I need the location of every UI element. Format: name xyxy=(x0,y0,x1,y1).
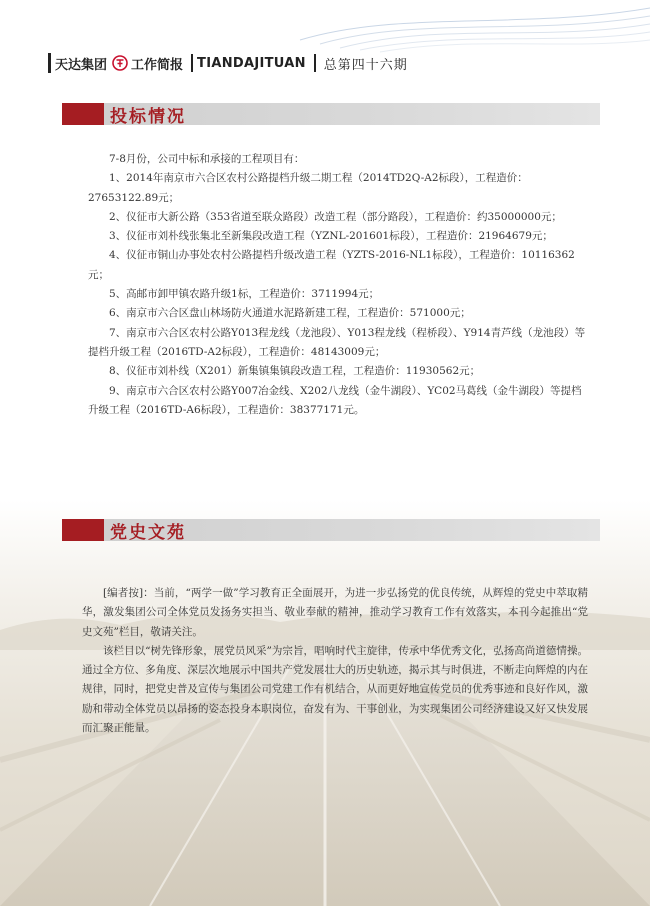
bid-item: 7、南京市六合区农村公路Y013程龙线（龙池段）、Y013程龙线（程桥段）、Y914青芦线（龙池段）等提档升级工程（2016TD-A2标段），工程造价：48143009元； xyxy=(88,326,586,358)
party-history-content xyxy=(82,584,588,738)
section-header-bidding xyxy=(62,103,600,125)
bid-item: 5、高邮市卸甲镇农路升级1标，工程造价：3711994元； xyxy=(109,288,380,301)
header-bar-left xyxy=(48,53,51,73)
section-accent-block xyxy=(62,519,104,541)
section-accent-block xyxy=(62,103,104,125)
company-name: 天达集团 xyxy=(55,57,108,73)
bulletin-name: 工作简报 xyxy=(131,57,184,73)
bid-item: 2、仪征市大新公路（353省道至联众路段）改造工程（部分路段），工程造价：约35000000元； xyxy=(109,210,562,223)
page-header xyxy=(48,52,408,74)
header-separator-2 xyxy=(314,54,316,72)
issue-number: 总第四十六期 xyxy=(323,57,408,73)
bid-item: 4、仪征市铜山办事处农村公路提档升级改造工程（YZTS-2016-NL1标段），工程造价：10116362元； xyxy=(88,249,575,281)
column-intro-paragraph: 该栏目以“树先锋形象，展党员风采”为宗旨，唱响时代主旋律，传承中华优秀文化，弘扬高尚道德情操。通过全方位、多角度、深层次地展示中国共产党发展壮大的历史轨迹，揭示其与时俱进，不断走向辉煌的内在规律，同时，把党史普及宣传与集团公司党建工作有机结合，从而更好地宣传党员的优秀事迹和良好作风，激励和带动全体党员以昂扬的姿态投身本职岗位，奋发有为、干事创业，为实现集团公司经济建设又好又快发展而汇聚正能量。 xyxy=(82,644,588,735)
bidding-content xyxy=(88,150,588,420)
bid-item: 9、南京市六合区农村公路Y007冶金线、X202八龙线（金牛湖段）、YC02马葛线（金牛湖段）等提档升级工程（2016TD-A6标段），工程造价：38377171元。 xyxy=(88,384,582,416)
bid-item: 8、仪征市刘朴线（X201）新集镇集镇段改造工程，工程造价：11930562元； xyxy=(109,365,481,378)
company-logo-icon xyxy=(112,55,128,71)
section-title-party-history: 党史文苑 xyxy=(110,523,186,543)
brand-name: TIANDAJITUAN xyxy=(197,55,306,71)
header-separator xyxy=(191,54,193,72)
editor-note-paragraph: [编者按]：当前，“两学一做”学习教育正全面展开，为进一步弘扬党的优良传统，从辉煌的党史中萃取精华，激发集团公司全体党员发扬务实担当、敬业奉献的精神，推动学习教育工作有效落实，本刊今起推出“党史文苑”栏目，敬请关注。 xyxy=(82,587,588,638)
section-header-party-history xyxy=(62,519,600,541)
bid-item: 6、南京市六合区盘山林场防火通道水泥路新建工程，工程造价：571000元； xyxy=(109,307,471,320)
section-title-bidding: 投标情况 xyxy=(110,107,186,127)
bid-item: 1、2014年南京市六合区农村公路提档升级二期工程（2014TD2Q-A2标段），工程造价：27653122.89元； xyxy=(88,172,528,204)
bidding-intro: 7-8月份，公司中标和承接的工程项目有： xyxy=(109,153,305,165)
bid-item: 3、仪征市刘朴线张集北至新集段改造工程（YZNL-201601标段），工程造价：21964679元； xyxy=(109,230,553,243)
